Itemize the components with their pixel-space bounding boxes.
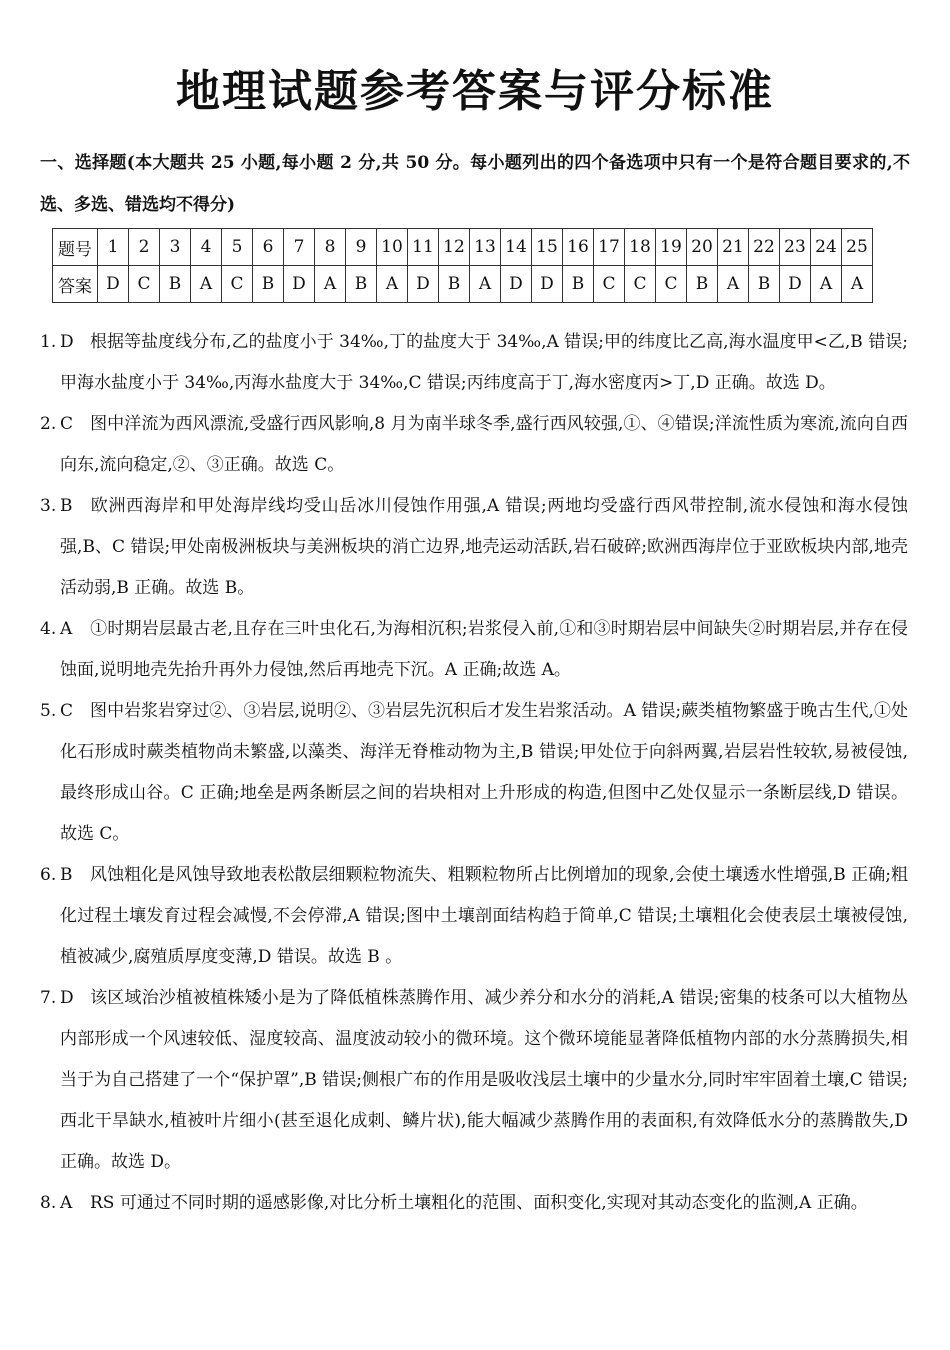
item-choice: B [60,865,73,885]
question-number-cell: 24 [811,229,842,266]
item-number: 3. [40,496,57,516]
question-number-cell: 19 [656,229,687,266]
answer-cell: A [377,266,408,303]
explanation-item [40,855,908,978]
answer-cell: C [594,266,625,303]
question-number-cell: 9 [346,229,377,266]
table-row-numbers [53,229,873,266]
question-number-cell: 3 [160,229,191,266]
item-choice: D [60,988,74,1008]
question-number-cell: 23 [780,229,811,266]
question-number-cell: 5 [222,229,253,266]
answer-cell: B [160,266,191,303]
item-text: 图中洋流为西风漂流,受盛行西风影响,8 月为南半球冬季,盛行西风较强,①、④错误;洋流性质为寒流,流向自西向东,流向稳定,②、③正确。故选 C。 [60,414,908,475]
answer-cell: B [253,266,284,303]
item-text: 图中岩浆岩穿过②、③岩层,说明②、③岩层先沉积后才发生岩浆活动。A 错误;蕨类植物繁盛于晚古生代,①处化石形成时蕨类植物尚未繁盛,以藻类、海洋无脊椎动物为主,B 错误;甲处位于向斜两翼,岩层岩性较软,易被侵蚀,最终形成山谷。C 正确;地垒是两条断层之间的岩块相对上升形成的构造,但图中乙处仅显示一条断层线,D 错误。故选 C。 [60,701,908,844]
item-choice: A [60,619,73,639]
question-number-cell: 16 [563,229,594,266]
question-number-cell: 15 [532,229,563,266]
answer-cell: B [749,266,780,303]
answer-cell: A [315,266,346,303]
answer-cell: D [501,266,532,303]
answer-table [52,228,873,303]
item-text: ①时期岩层最古老,且存在三叶虫化石,为海相沉积;岩浆侵入前,①和③时期岩层中间缺失②时期岩层,并存在侵蚀面,说明地壳先抬升再外力侵蚀,然后再地壳下沉。A 正确;故选 A。 [60,619,908,680]
item-choice: A [60,1193,73,1213]
question-number-cell: 25 [842,229,873,266]
item-number: 7. [40,988,57,1008]
item-text: 该区域治沙植被植株矮小是为了降低植株蒸腾作用、减少养分和水分的消耗,A 错误;密集的枝条可以大植物丛内部形成一个风速较低、湿度较高、温度波动较小的微环境。这个微环境能显著降低植物内部的水分蒸腾损失,相当于为自己搭建了一个“保护罩”,B 错误;侧根广布的作用是吸收浅层土壤中的少量水分,同时牢牢固着土壤,C 错误;西北干旱缺水,植被叶片细小(甚至退化成刺、鳞片状),能大幅减少蒸腾作用的表面积,有效降低水分的蒸腾散失,D 正确。故选 D。 [60,988,908,1172]
explanation-item [40,404,908,486]
question-number-cell: 22 [749,229,780,266]
answer-cell: A [842,266,873,303]
item-number: 5. [40,701,57,721]
item-text: 风蚀粗化是风蚀导致地表松散层细颗粒物流失、粗颗粒物所占比例增加的现象,会使土壤透水性增强,B 正确;粗化过程土壤发育过程会减慢,不会停滞,A 错误;图中土壤剖面结构趋于简单,C 错误;土壤粗化会使表层土壤被侵蚀,植被减少,腐殖质厚度变薄,D 错误。故选 B 。 [60,865,908,967]
answer-cell: B [687,266,718,303]
answer-cell: A [191,266,222,303]
row-label-answers: 答案 [53,266,98,303]
page-title: 地理试题参考答案与评分标准 [176,66,774,117]
answer-cell: B [563,266,594,303]
section-heading: 一、选择题(本大题共 25 小题,每小题 2 分,共 50 分。每小题列出的四个备选项中只有一个是符合题目要求的,不选、多选、错选均不得分) [40,153,910,215]
question-number-cell: 6 [253,229,284,266]
question-number-cell: 13 [470,229,501,266]
answer-cell: D [532,266,563,303]
answer-cell: A [470,266,501,303]
answer-cell: B [439,266,470,303]
item-text: 欧洲西海岸和甲处海岸线均受山岳冰川侵蚀作用强,A 错误;两地均受盛行西风带控制,流水侵蚀和海水侵蚀强,B、C 错误;甲处南极洲板块与美洲板块的消亡边界,地壳运动活跃,岩石破碎;欧洲西海岸位于亚欧板块内部,地壳活动弱,B 正确。故选 B。 [60,496,908,598]
explanation-item [40,322,908,404]
answer-explanations [40,322,908,1224]
question-number-cell: 7 [284,229,315,266]
question-number-cell: 11 [408,229,439,266]
question-number-cell: 20 [687,229,718,266]
explanation-item [40,691,908,855]
item-choice: C [60,701,74,721]
answer-cell: D [408,266,439,303]
item-choice: D [60,332,74,352]
question-number-cell: 17 [594,229,625,266]
explanation-item [40,486,908,609]
item-choice: B [60,496,73,516]
answer-cell: D [780,266,811,303]
item-text: RS 可通过不同时期的遥感影像,对比分析土壤粗化的范围、面积变化,实现对其动态变化的监测,A 正确。 [90,1193,868,1213]
item-number: 8. [40,1193,57,1213]
question-number-cell: 1 [98,229,129,266]
answer-cell: C [129,266,160,303]
answer-cell: C [656,266,687,303]
answer-cell: A [718,266,749,303]
question-number-cell: 21 [718,229,749,266]
answer-cell: A [811,266,842,303]
question-number-cell: 10 [377,229,408,266]
answer-cell: B [346,266,377,303]
answer-cell: C [625,266,656,303]
item-number: 4. [40,619,57,639]
question-number-cell: 4 [191,229,222,266]
item-number: 1. [40,332,57,352]
table-row-answers [53,266,873,303]
explanation-item [40,1183,908,1224]
explanation-item [40,609,908,691]
explanation-item [40,978,908,1183]
question-number-cell: 14 [501,229,532,266]
item-number: 6. [40,865,57,885]
item-choice: C [60,414,74,434]
answer-cell: D [98,266,129,303]
item-number: 2. [40,414,57,434]
item-text: 根据等盐度线分布,乙的盐度小于 34‰,丁的盐度大于 34‰,A 错误;甲的纬度比乙高,海水温度甲<乙,B 错误;甲海水盐度小于 34‰,丙海水盐度大于 34‰,C 错误;丙纬度高于丁,海水密度丙>丁,D 正确。故选 D。 [60,332,908,393]
answer-cell: D [284,266,315,303]
question-number-cell: 2 [129,229,160,266]
answer-cell: C [222,266,253,303]
row-label-numbers: 题号 [53,229,98,266]
question-number-cell: 12 [439,229,470,266]
question-number-cell: 8 [315,229,346,266]
question-number-cell: 18 [625,229,656,266]
